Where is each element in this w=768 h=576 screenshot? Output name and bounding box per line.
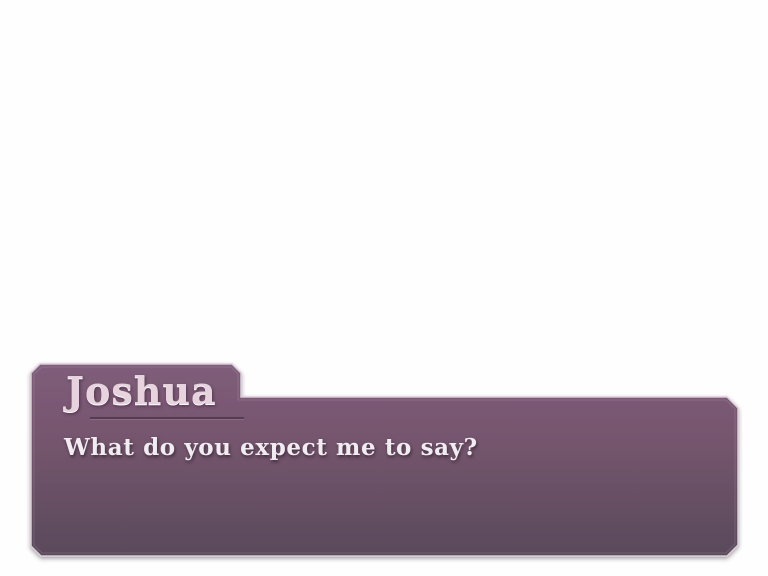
speaker-name: Joshua [66,368,217,413]
dialogue-text[interactable]: What do you expect me to say? [64,434,478,461]
